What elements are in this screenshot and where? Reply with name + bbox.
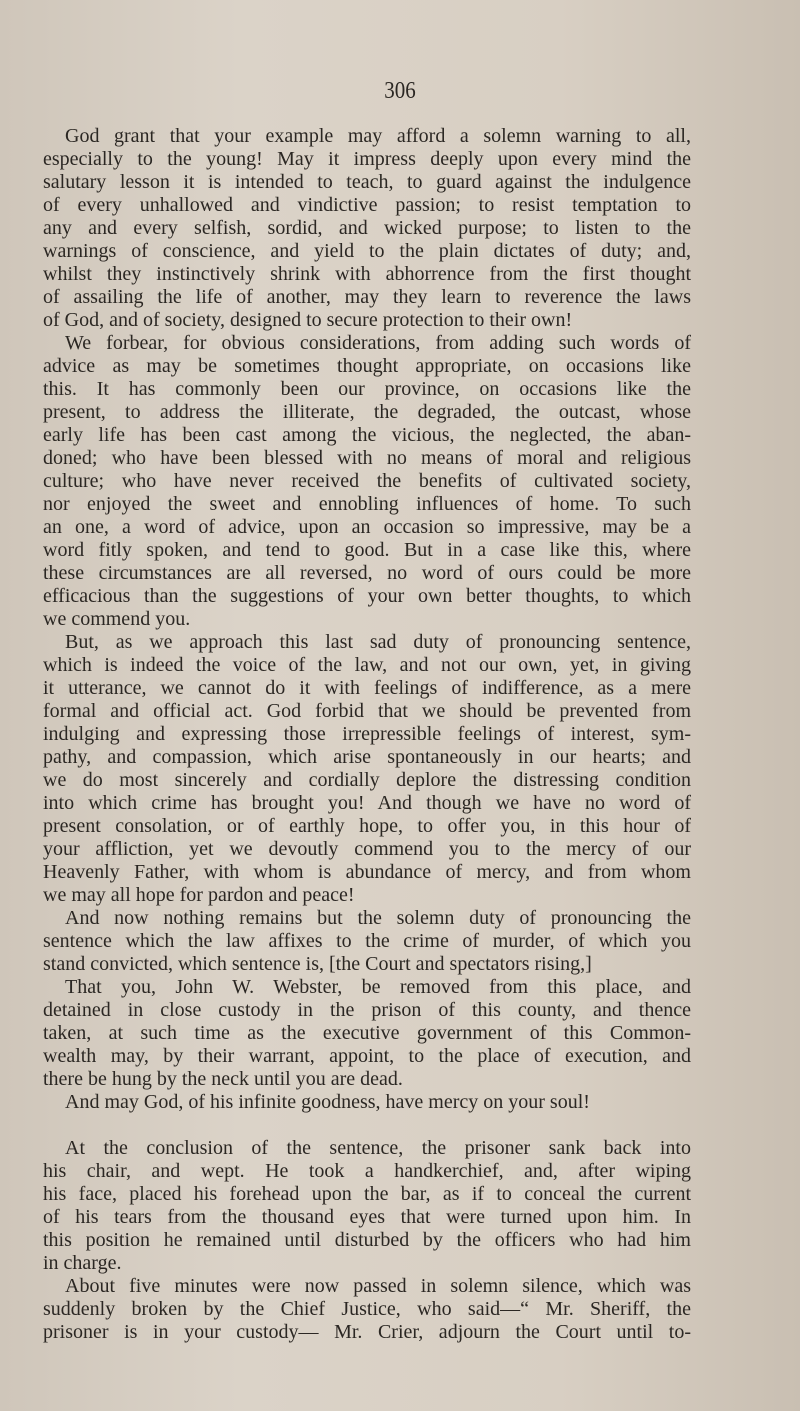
text-line: of God, and of society, designed to secure protection to their own!	[43, 309, 573, 331]
paragraph	[43, 631, 691, 907]
text-line: especially to the young! May it impress deeply upon every mind the	[43, 148, 691, 170]
text-line: doned; who have been blessed with no means of moral and religious	[43, 447, 691, 469]
text-line: efficacious than the suggestions of your own better thoughts, to which	[43, 585, 691, 607]
text-line: in charge.	[43, 1252, 122, 1274]
page-number: 306	[384, 76, 416, 104]
body-text	[43, 125, 691, 1344]
paragraph	[43, 332, 691, 631]
text-line: At the conclusion of the sentence, the prisoner sank back into	[65, 1137, 691, 1159]
paragraph	[43, 907, 691, 976]
text-line: whilst they instinctively shrink with abhorrence from the first thought	[43, 263, 691, 285]
text-line: any and every selfish, sordid, and wicked purpose; to listen to the	[43, 217, 691, 239]
text-line: early life has been cast among the vicious, the neglected, the aban-	[43, 424, 691, 446]
text-line: we do most sincerely and cordially deplore the distressing condition	[43, 769, 691, 791]
text-line: nor enjoyed the sweet and ennobling influences of home. To such	[43, 493, 691, 515]
text-line: detained in close custody in the prison of this county, and thence	[43, 999, 691, 1021]
text-line: of every unhallowed and vindictive passion; to resist temptation to	[43, 194, 691, 216]
text-line: salutary lesson it is intended to teach, to guard against the indulgence	[43, 171, 691, 193]
text-line: culture; who have never received the benefits of cultivated society,	[43, 470, 691, 492]
text-line: into which crime has brought you! And though we have no word of	[43, 792, 691, 814]
text-line: there be hung by the neck until you are dead.	[43, 1068, 403, 1090]
text-line: We forbear, for obvious considerations, from adding such words of	[65, 332, 691, 354]
text-line: his chair, and wept. He took a handkerchief, and, after wiping	[43, 1160, 691, 1182]
text-line: stand convicted, which sentence is, [the Court and spectators rising,]	[43, 953, 592, 975]
paragraph	[43, 1275, 691, 1344]
text-line: suddenly broken by the Chief Justice, who said—“ Mr. Sheriff, the	[43, 1298, 691, 1320]
text-line: word fitly spoken, and tend to good. But in a case like this, where	[43, 539, 691, 561]
text-line: these circumstances are all reversed, no word of ours could be more	[43, 562, 691, 584]
text-line: this position he remained until disturbed by the officers who had him	[43, 1229, 691, 1251]
text-line: prisoner is in your custody— Mr. Crier, adjourn the Court until to-	[43, 1321, 691, 1343]
text-line: advice as may be sometimes thought appropriate, on occasions like	[43, 355, 691, 377]
text-line: About five minutes were now passed in solemn silence, which was	[65, 1275, 691, 1297]
text-line: wealth may, by their warrant, appoint, to the place of execution, and	[43, 1045, 691, 1067]
text-line: Heavenly Father, with whom is abundance of mercy, and from whom	[43, 861, 691, 883]
paragraph	[43, 1091, 691, 1114]
text-line: God grant that your example may afford a solemn warning to all,	[65, 125, 691, 147]
paragraph	[43, 1137, 691, 1275]
text-line: That you, John W. Webster, be removed from this place, and	[65, 976, 691, 998]
text-line: present, to address the illiterate, the degraded, the outcast, whose	[43, 401, 691, 423]
text-line: it utterance, we cannot do it with feelings of indifference, as a mere	[43, 677, 691, 699]
text-line: of his tears from the thousand eyes that were turned upon him. In	[43, 1206, 691, 1228]
text-line: this. It has commonly been our province, on occasions like the	[43, 378, 691, 400]
text-line: we commend you.	[43, 608, 191, 630]
text-line: we may all hope for pardon and peace!	[43, 884, 355, 906]
text-line: his face, placed his forehead upon the bar, as if to conceal the current	[43, 1183, 691, 1205]
paragraph	[43, 125, 691, 332]
text-line: And now nothing remains but the solemn duty of pronouncing the	[65, 907, 691, 929]
text-line: of assailing the life of another, may they learn to reverence the laws	[43, 286, 691, 308]
text-line: And may God, of his infinite goodness, have mercy on your soul!	[65, 1091, 590, 1113]
text-line: formal and official act. God forbid that we should be prevented from	[43, 700, 691, 722]
text-line: sentence which the law affixes to the crime of murder, of which you	[43, 930, 691, 952]
text-line: your affliction, yet we devoutly commend you to the mercy of our	[43, 838, 691, 860]
text-line: indulging and expressing those irrepressible feelings of interest, sym-	[43, 723, 691, 745]
text-line: present consolation, or of earthly hope, to offer you, in this hour of	[43, 815, 691, 837]
text-line: pathy, and compassion, which arise spontaneously in our hearts; and	[43, 746, 691, 768]
paragraph-gap	[43, 1114, 691, 1137]
text-line: warnings of conscience, and yield to the plain dictates of duty; and,	[43, 240, 691, 262]
text-line: But, as we approach this last sad duty of pronouncing sentence,	[65, 631, 691, 653]
text-line: which is indeed the voice of the law, and not our own, yet, in giving	[43, 654, 691, 676]
paragraph	[43, 976, 691, 1091]
text-line: taken, at such time as the executive government of this Common-	[43, 1022, 691, 1044]
text-line: an one, a word of advice, upon an occasion so impressive, may be a	[43, 516, 691, 538]
